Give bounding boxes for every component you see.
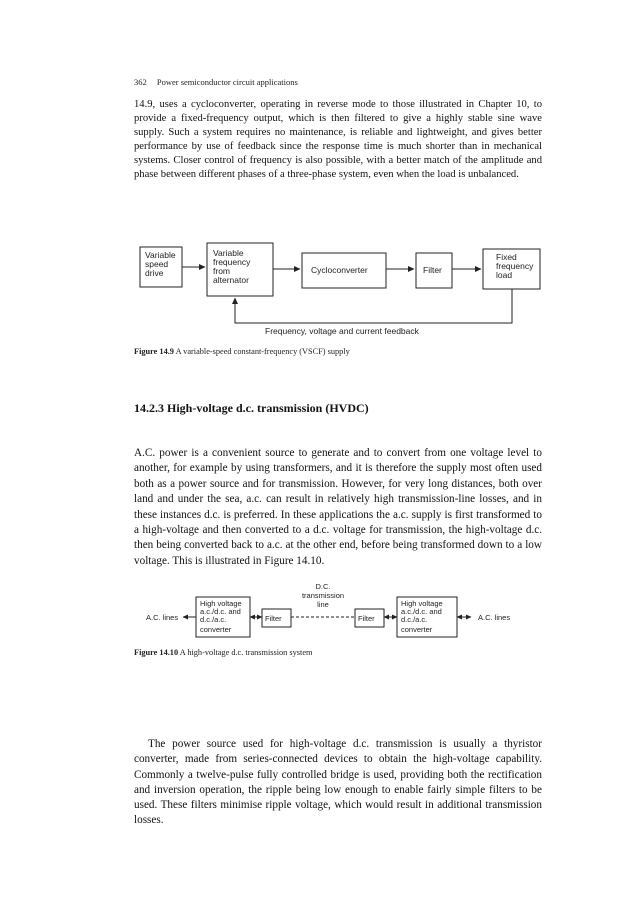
feedback-label: Frequency, voltage and current feedback — [265, 326, 419, 336]
svg-text:Filter — [265, 614, 282, 623]
alternator-label-2: frequency — [213, 257, 251, 267]
svg-text:A.C. lines — [478, 613, 510, 622]
cycloconverter-label: Cycloconverter — [311, 265, 368, 275]
filter-label: Filter — [423, 265, 442, 275]
svg-text:line — [317, 600, 329, 609]
svg-text:A.C. lines — [146, 613, 178, 622]
dc-line-3: line — [317, 600, 329, 609]
load-label-2: frequency — [496, 261, 534, 271]
svg-text:d.c./a.c. — [200, 615, 226, 624]
running-title: Power semiconductor circuit applications — [156, 77, 298, 87]
svg-text:converter — [401, 625, 433, 634]
figure-14-10-caption — [134, 648, 312, 657]
conv-left-2: a.c./d.c. and — [200, 607, 241, 616]
alternator-label-1: Variable — [213, 248, 244, 258]
load-label-3: load — [496, 270, 513, 280]
svg-text:D.C. — [316, 582, 331, 591]
conv-right-2: a.c./d.c. and — [401, 607, 442, 616]
paragraph-thyristor-converter: The power source used for high-voltage d.c. transmission is usually a thyristor converter, made from series-connected devices to obtain the high-voltage capability. Commonly a twelve-pulse fully controlled bridge is used, providing both the rectification and inversion operation, the ripple being low enough to enable fairly simple filters to be used. These filters minimise ripple voltage, which would result in additional transmission losses. — [134, 738, 542, 827]
svg-text:converter — [200, 625, 232, 634]
filter-left-label: Filter — [265, 614, 282, 623]
caption-label: Figure 14.10 — [134, 648, 179, 657]
caption-text: A variable-speed constant-frequency (VSCF) supply — [175, 347, 350, 356]
drive-label-2: speed — [145, 259, 169, 269]
page-number: 362 — [134, 77, 147, 87]
paragraph-vscf: 14.9, uses a cycloconverter, operating in reverse mode to those illustrated in Chapter 10, to provide a fixed-frequency output, which is then filtered to give a highly stable sine wave supply. Such a system requires no maintenance, is reliable and lightweight, and gives better performance by use of feedback since the response time is much shorter than in mechanical systems. Closer control of frequency is also possible, with a better match of the amplitude and phase between different phases of a three-phase system, even when the load is unbalanced. — [134, 99, 542, 180]
dc-line-2: transmission — [301, 591, 345, 600]
ac-lines-right-label: A.C. lines — [478, 613, 511, 622]
conv-right-3: d.c./a.c. — [401, 615, 428, 624]
conv-left-4: converter — [200, 625, 232, 634]
conv-right-1: High voltage — [401, 599, 443, 608]
conv-right-4: converter — [401, 625, 433, 634]
drive-label-1: Variable — [145, 250, 176, 260]
section-heading: 14.2.3 High-voltage d.c. transmission (HVDC) — [134, 401, 369, 415]
alternator-label-4: alternator — [213, 275, 249, 285]
load-label-1: Fixed — [496, 252, 517, 262]
svg-text:d.c./a.c. — [401, 615, 427, 624]
alternator-label-3: from — [213, 266, 230, 276]
svg-text:Filter — [358, 614, 375, 623]
caption-text: A high-voltage d.c. transmission system — [179, 648, 313, 657]
paragraph-hvdc-intro: A.C. power is a convenient source to generate and to convert from one voltage level to another, for example by using transformers, and it is therefore the supply most often used both as a power source and for transmission. However, for very long distances, both over land and under the sea, a.c. can result in relatively high transmission-line losses, and in these instances d.c. is preferred. In these applications the a.c. supply is first transformed to a high-voltage and then converted to a d.c. voltage for transmission, the high-voltage d.c. then being converted back to a.c. at the other end, before being transformed down to a low voltage. This is illustrated in Figure 14.10. — [134, 447, 542, 567]
dc-line-1: D.C. — [315, 582, 331, 591]
conv-left-3: d.c./a.c. — [200, 615, 227, 624]
filter-right-label: Filter — [358, 614, 375, 623]
conv-left-1: High voltage — [200, 599, 242, 608]
drive-label-3: drive — [145, 268, 164, 278]
caption-label: Figure 14.9 — [134, 347, 174, 356]
svg-text:transmission — [302, 591, 344, 600]
ac-lines-left-label: A.C. lines — [146, 613, 179, 622]
